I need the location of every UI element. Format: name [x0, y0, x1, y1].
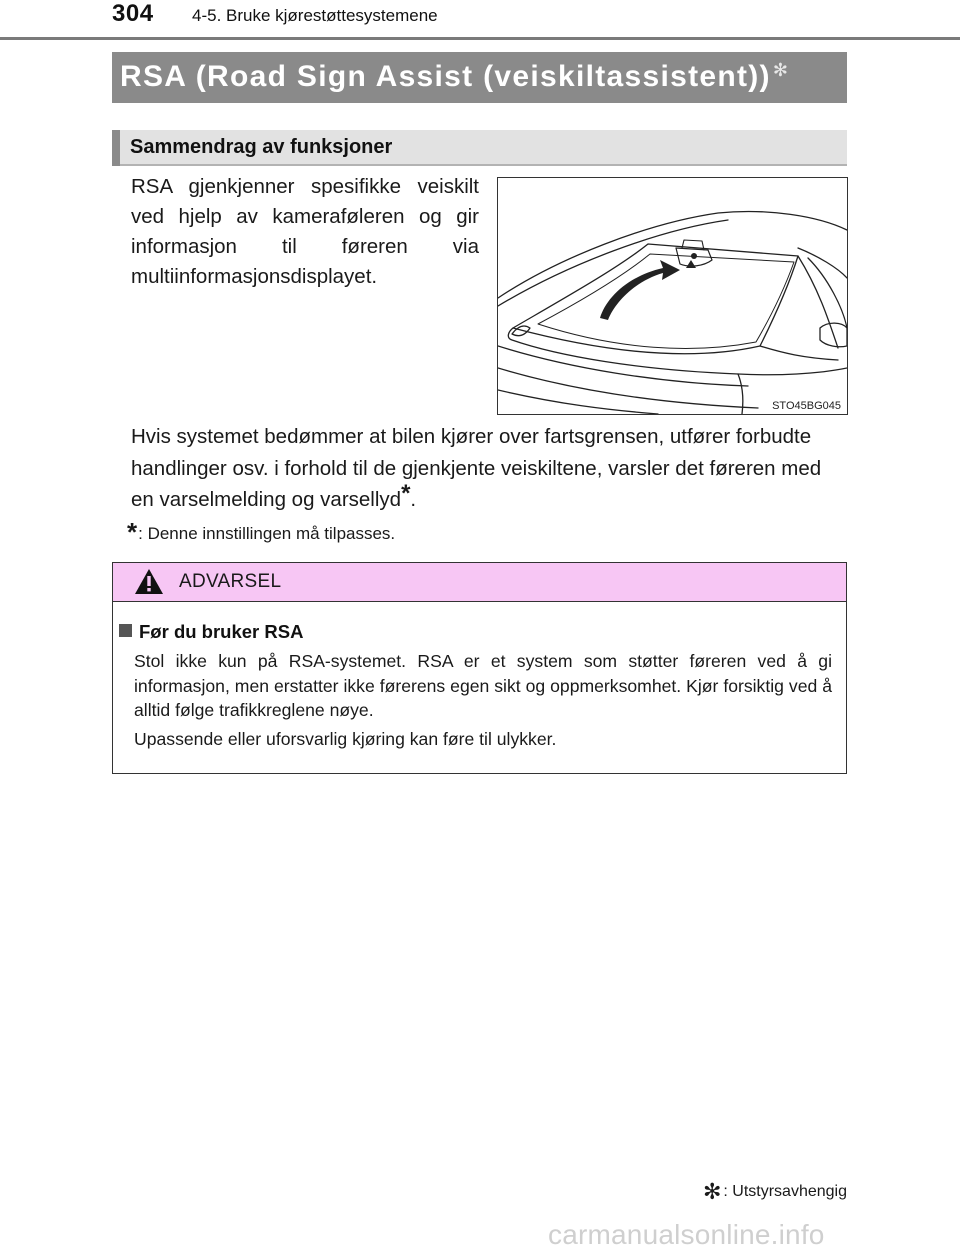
page-title-text: RSA (Road Sign Assist (veiskiltassistent)) [120, 60, 771, 93]
warning-paragraph-1: Stol ikke kun på RSA-systemet. RSA er et system som støtter føreren ved å gi informasjon, men erstatter ikke førerens egen sikt og oppmerksomhet. Kjør forsiktig ved å alltid følge trafikkreglene nøye. [134, 651, 832, 720]
body-paragraph [131, 421, 843, 516]
warning-header [113, 563, 846, 602]
warning-triangle-icon [134, 568, 164, 595]
warning-paragraph-2: Upassende eller uforsvarlig kjøring kan føre til ulykker. [134, 729, 557, 749]
section-heading-bar [112, 130, 847, 166]
body-text: Hvis systemet bedømmer at bilen kjører over fartsgrensen, utfører forbudte handlinger osv. i forhold til de gjenkjente veiskiltene, varsler det føreren med en varselmelding og varsellyd [131, 425, 822, 511]
footnote-asterisk: * [401, 480, 411, 507]
warning-box [112, 562, 847, 774]
footnote-text: : Denne innstillingen må tilpasses. [138, 524, 396, 543]
breadcrumb: 4-5. Bruke kjørestøttesystemene [192, 6, 438, 25]
equipment-marker: ✻ [772, 60, 790, 80]
footnote-mark: * [127, 517, 138, 547]
equipment-footnote-mark: ✻ [702, 1179, 722, 1204]
page-title-bar [112, 52, 847, 103]
watermark: carmanualsonline.info [548, 1219, 825, 1250]
warning-label: ADVARSEL [179, 571, 282, 592]
bullet-square-icon [119, 624, 132, 637]
warning-subheading-text: Før du bruker RSA [139, 621, 304, 642]
page-title [120, 60, 789, 94]
body-end: . [410, 488, 417, 511]
figure-code: STO45BG045 [772, 400, 841, 412]
equipment-footnote-text: : Utstyrsavhengig [723, 1183, 847, 1200]
intro-paragraph: RSA gjenkjenner spesifikke veiskilt ved hjelp av kameraføleren og gir informasjon til føreren via multiinformasjonsdisplayet. [131, 175, 479, 288]
windshield-camera-figure [497, 177, 848, 415]
equipment-footnote [703, 1179, 847, 1205]
section-heading: Sammendrag av funksjoner [130, 136, 393, 158]
page-number: 304 [112, 0, 154, 27]
footnote [127, 517, 395, 548]
warning-subheading [119, 621, 303, 643]
section-accent [112, 130, 120, 166]
windshield-camera-illustration [498, 178, 847, 414]
header-divider [0, 37, 960, 40]
